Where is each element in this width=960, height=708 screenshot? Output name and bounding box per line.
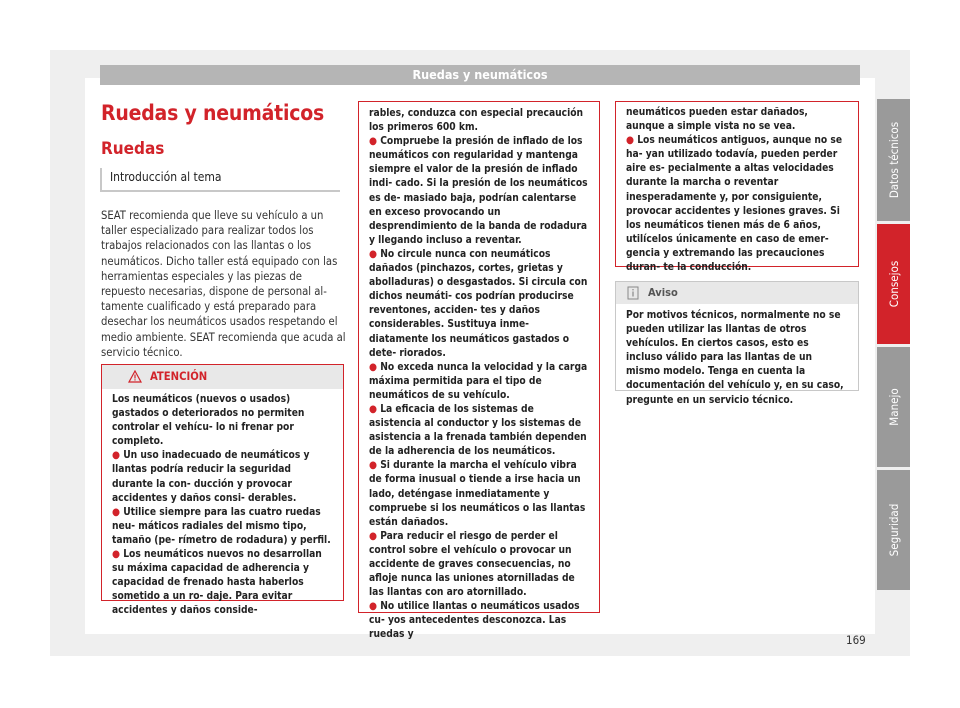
warning-bullet: ● Compruebe la presión de inflado de los neumáticos con regularidad y mantenga siempre el valor de la presión de inflado indi- cado. Si la presión de los neumáticos es de- masiado baja, podrían calentarse en exceso provocando un desprendimiento de la banda de rodadura y llegando incluso a reventar. (369, 136, 588, 246)
warning-bullet: ● Si durante la marcha el vehículo vibra de forma inusual o tiende a irse hacia un lado, deténgase inmediatamente y compruebe si los neumáticos o las llantas están dañados. (369, 460, 586, 528)
tab-seguridad[interactable] (877, 470, 910, 590)
bullet-icon: ● (369, 136, 381, 148)
warning-bullet: ● Los neumáticos antiguos, aunque no se ha- yan utilizado todavía, pueden perder aire es- pecialmente a altas velocidades durante la marcha o reventar inesperadamente y, por consiguiente, provocar accidentes y lesiones graves. Si los neumáticos tienen más de 6 años, utilícelos únicamente en caso de emer- gencia y extremando las precauciones duran- te la conducción. (626, 135, 843, 274)
note-body: Por motivos técnicos, normalmente no se pueden utilizar las llantas de otros vehículos. En ciertos casos, esto es incluso válido para las llantas de un mismo modelo. Tenga en cuenta la documentación del vehículo y, en su caso, pregunte en un servicio técnico. (626, 310, 844, 406)
tab-label: Datos técnicos (886, 121, 901, 199)
warning-triangle-icon (128, 370, 142, 383)
bullet-icon: ● (369, 460, 381, 472)
warning-body (102, 389, 343, 625)
section-title: Ruedas (101, 139, 165, 159)
warning-body (359, 102, 599, 649)
bullet-icon: ● (369, 248, 381, 260)
warning-box-continued (358, 101, 600, 641)
bullet-icon: ● (369, 361, 381, 373)
warning-header (102, 365, 343, 389)
warning-bullet: ● Para reducir el riesgo de perder el control sobre el vehículo o provocar un accidente de graves consecuencias, no afloje nunca las uniones atornilladas de las llantas con aro atornillado. (369, 530, 575, 599)
warning-bullet: ● No exceda nunca la velocidad y la carga máxima permitida para el tipo de neumáticos de su vehículo. (369, 361, 588, 401)
info-note-icon (627, 286, 639, 300)
tab-datos-tecnicos[interactable] (877, 99, 910, 221)
warning-bullet: ● Un uso inadecuado de neumáticos y llantas podría reducir la seguridad durante la con- ducción y provocar accidentes y daños consi- derables. (112, 450, 310, 504)
bullet-icon: ● (112, 450, 124, 462)
bullet-icon: ● (369, 403, 381, 415)
page-number: 169 (846, 633, 866, 647)
warning-bullet: ● No circule nunca con neumáticos dañados (pinchazos, cortes, grietas y abolladuras) o desgastados. Si circula con dichos neumáti- cos podrían producirse reventones, acciden- tes y daños considerables. Sustituya inme- diatamente los neumáticos gastados o dete- riorados. (369, 248, 588, 359)
note-box (615, 281, 859, 406)
warning-paragraph: Los neumáticos (nuevos o usados) gastados o deteriorados no permiten controlar el vehícu- lo ni frenar por completo. (112, 394, 305, 448)
note-title: Aviso (648, 286, 678, 299)
warning-bullet: ● No utilice llantas o neumáticos usados cu- yos antecedentes desconozca. Las ruedas y (369, 601, 580, 641)
tab-label: Manejo (886, 388, 901, 426)
chapter-title: Ruedas y neumáticos (101, 101, 325, 125)
warning-title: ATENCIÓN (150, 370, 208, 383)
warning-box-continued (615, 101, 859, 274)
warning-bullet: ● Los neumáticos nuevos no desarrollan su máxima capacidad de adherencia y capacidad de frenado hasta haberlos sometido a un ro- daje. Para evitar accidentes y daños conside- (112, 549, 322, 617)
bullet-icon: ● (369, 601, 381, 613)
bullet-icon: ● (369, 530, 381, 542)
warning-bullet: ● La eficacia de los sistemas de asistencia al conductor y los sistemas de asistencia a la frenada también dependen de la adherencia de los neumáticos. (369, 403, 587, 458)
warning-body (616, 102, 858, 281)
subsection-title: Introducción al tema (100, 168, 340, 192)
tab-label: Seguridad (886, 503, 901, 557)
bullet-icon: ● (112, 506, 124, 518)
warning-bullet: ● Utilice siempre para las cuatro ruedas neu- máticos radiales del mismo tipo, tamaño (pe- rímetro de rodadura) y perfil. (112, 506, 331, 546)
warning-box (101, 364, 344, 617)
bullet-icon: ● (112, 549, 124, 561)
tab-manejo[interactable] (877, 347, 910, 467)
warning-paragraph: rables, conduzca con especial precaución los primeros 600 km. (369, 108, 584, 134)
tab-consejos[interactable] (877, 224, 910, 344)
running-header: Ruedas y neumáticos (100, 65, 860, 85)
tab-label: Consejos (886, 260, 901, 308)
intro-paragraph: SEAT recomienda que lleve su vehículo a un taller especializado para realizar todos los trabajos relacionados con las llantas o los neumáticos. Dicho taller está equipado con las herramientas especiales y las piezas de repuesto necesarias, dispone de personal al- tamente cualificado y está preparado para desechar los neumáticos usados respetando el medio ambiente. SEAT recomienda que acuda al servicio técnico. (101, 209, 346, 359)
bullet-icon: ● (626, 135, 638, 147)
warning-paragraph: neumáticos pueden estar dañados, aunque a simple vista no se vea. (626, 107, 808, 133)
note-header (616, 282, 858, 304)
